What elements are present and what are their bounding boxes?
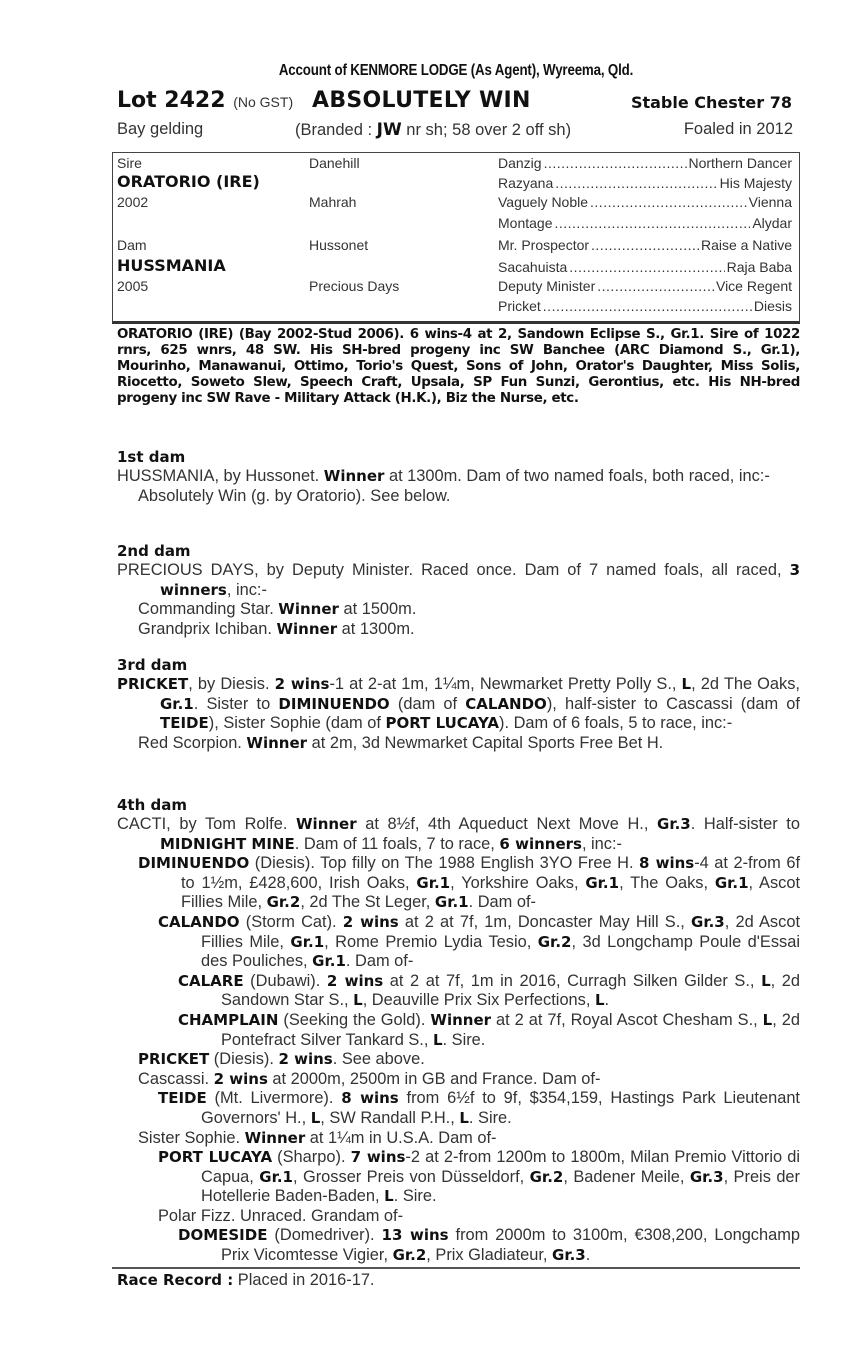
race-record-label: Race Record :: [117, 1271, 234, 1289]
produce-entry: TEIDE (Mt. Livermore). 8 wins from 6½f to 9f, $354,159, Hastings Park Lieutenant Governors' H., L, SW Randall P.H., L. Sire.: [158, 1089, 800, 1127]
race-record-divider: [112, 1267, 800, 1269]
section-heading: 1st dam: [117, 448, 186, 466]
third-dam-section: [117, 656, 800, 753]
pedigree-gg-row: Pricket ..... Diesis: [498, 298, 792, 314]
produce-entry: DOMESIDE (Domedriver). 13 wins from 2000m to 3100m, €308,200, Longchamp Prix Vicomtesse Vigier, Gr.2, Prix Gladiateur, Gr.3.: [178, 1226, 801, 1265]
produce-entry: CHAMPLAIN (Seeking the Gold). Winner at 2 at 7f, Royal Ascot Chesham S., L, 2d Pontefract Silver Tankard S., L. Sire.: [178, 1010, 800, 1049]
sire-summary: ORATORIO (IRE) (Bay 2002-Stud 2006). 6 wins-4 at 2, Sandown Eclipse S., Gr.1. Sire of 1022 rnrs, 625 wnrs, 48 SW. His SH-bred progeny inc SW Banchee (ARC Diamond S., Gr.1), Mourinho, Manawanui, Ottimo, Torio's Quest, Sons of John, Orator's Daughter, Miss Solis, Riocetto, Soweto Slew, Speech Craft, Upsala, SP Fun Sunzi, Gerontius, etc. His NH-bred progeny inc SW Rave - Military Attack (H.K.), Biz the Nurse, etc.: [117, 327, 800, 406]
dam-paragraph: HUSSMANIA, by Hussonet. Winner at 1300m. Dam of two named foals, both raced, inc:-: [117, 467, 770, 485]
sire-year: 2002: [117, 194, 149, 210]
fourth-dam-section: [117, 796, 800, 1266]
produce-entry: DIMINUENDO (Diesis). Top filly on The 1988 English 3YO Free H. 8 wins-4 at 2-from 6f to 1½m, £428,600, Irish Oaks, Gr.1, Yorkshire Oaks, Gr.1, The Oaks, Gr.1, Ascot Fillies Mile, Gr.2, 2d The St Leger, Gr.1. Dam of-: [138, 854, 800, 912]
dam-paragraph: PRECIOUS DAYS, by Deputy Minister. Raced once. Dam of 7 named foals, all raced, 3 winners, inc:-: [117, 561, 800, 599]
brand-mark-icon: JW: [376, 120, 402, 140]
race-record-value: Placed in 2016-17.: [233, 1271, 375, 1289]
pedigree-table: [112, 152, 800, 324]
pedigree-gg-row: Danzig ..... Northern Dancer: [498, 155, 792, 171]
foal-entry: Grandprix Ichiban. Winner at 1300m.: [138, 619, 415, 638]
stable-location: Stable Chester 78: [630, 93, 792, 112]
sire-label: Sire: [117, 155, 142, 171]
section-heading: 2nd dam: [117, 542, 191, 560]
sire-dam: Mahrah: [309, 194, 357, 210]
dam-paragraph: CACTI, by Tom Rolfe. Winner at 8½f, 4th Aqueduct Next Move H., Gr.3. Half-sister to MIDNIGHT MINE. Dam of 11 foals, 7 to race, 6 winners, inc:-: [117, 815, 800, 853]
pedigree-gg-row: Montage ..... Alydar: [498, 215, 792, 231]
pedigree-gg-row: Vaguely Noble ..... Vienna: [498, 194, 792, 210]
first-dam-section: [117, 448, 800, 506]
dam-label: Dam: [117, 237, 147, 253]
sex-color: Bay gelding: [117, 120, 204, 138]
race-record: [117, 1271, 375, 1290]
produce-entry: CALANDO (Storm Cat). 2 wins at 2 at 7f, 1m, Doncaster May Hill S., Gr.3, 2d Ascot Fillies Mile, Gr.1, Rome Premio Lydia Tesio, Gr.2, 3d Longchamp Poule d'Essai des Pouliches, Gr.1. Dam of-: [158, 912, 801, 971]
sire-name: ORATORIO (IRE): [117, 172, 260, 191]
produce-entry: Cascassi. 2 wins at 2000m, 2500m in GB and France. Dam of-: [138, 1069, 601, 1088]
section-heading: 3rd dam: [117, 656, 188, 674]
dam-paragraph: PRICKET, by Diesis. 2 wins-1 at 2-at 1m, 1¼m, Newmarket Pretty Polly S., L, 2d The Oaks, Gr.1. Sister to DIMINUENDO (dam of CALANDO), half-sister to Cascassi (dam of TEIDE), Sister Sophie (dam of PORT LUCAYA). Dam of 6 foals, 5 to race, inc:-: [117, 675, 800, 733]
vendor-line: Account of KENMORE LODGE (As Agent), Wyreema, Qld.: [278, 62, 634, 79]
foal-entry: Commanding Star. Winner at 1500m.: [138, 600, 417, 619]
brand-info: (Branded : JW nr sh; 58 over 2 off sh): [295, 120, 572, 140]
dam-sire: Hussonet: [309, 237, 369, 253]
foaled-year: Foaled in 2012: [683, 120, 793, 138]
produce-entry: PRICKET (Diesis). 2 wins. See above.: [138, 1050, 425, 1069]
second-dam-section: [117, 542, 800, 639]
sire-sire: Danehill: [309, 155, 360, 171]
horse-name: ABSOLUTELY WIN: [312, 88, 531, 113]
pedigree-gg-row: Deputy Minister ..... Vice Regent: [498, 278, 792, 294]
produce-entry: CALARE (Dubawi). 2 wins at 2 at 7f, 1m in 2016, Curragh Silken Gilder S., L, 2d Sandown Star S., L, Deauville Prix Six Perfections, L.: [178, 971, 800, 1010]
foal-entry: Absolutely Win (g. by Oratorio). See below.: [138, 486, 451, 505]
lot-number: Lot 2422 (No GST): [117, 88, 294, 113]
pedigree-gg-row: Sacahuista ..... Raja Baba: [498, 259, 792, 275]
gst-note: (No GST): [233, 94, 294, 110]
pedigree-gg-row: Razyana ..... His Majesty: [498, 175, 792, 191]
produce-entry: Sister Sophie. Winner at 1¼m in U.S.A. Dam of-: [138, 1128, 497, 1147]
foal-entry: Red Scorpion. Winner at 2m, 3d Newmarket Capital Sports Free Bet H.: [138, 733, 664, 752]
dam-name: HUSSMANIA: [117, 256, 226, 275]
pedigree-gg-row: Mr. Prospector ..... Raise a Native: [498, 237, 792, 253]
section-heading: 4th dam: [117, 796, 187, 814]
produce-entry: PORT LUCAYA (Sharpo). 7 wins-2 at 2-from 1200m to 1800m, Milan Premio Vittorio di Capua, Gr.1, Grosser Preis von Düsseldorf, Gr.2, Badener Meile, Gr.3, Preis der Hotellerie Baden-Baden, L. Sire.: [158, 1148, 801, 1206]
produce-entry: Polar Fizz. Unraced. Grandam of-: [158, 1206, 404, 1225]
lot-header: [117, 88, 800, 118]
dam-dam: Precious Days: [309, 278, 400, 294]
dam-year: 2005: [117, 278, 149, 294]
